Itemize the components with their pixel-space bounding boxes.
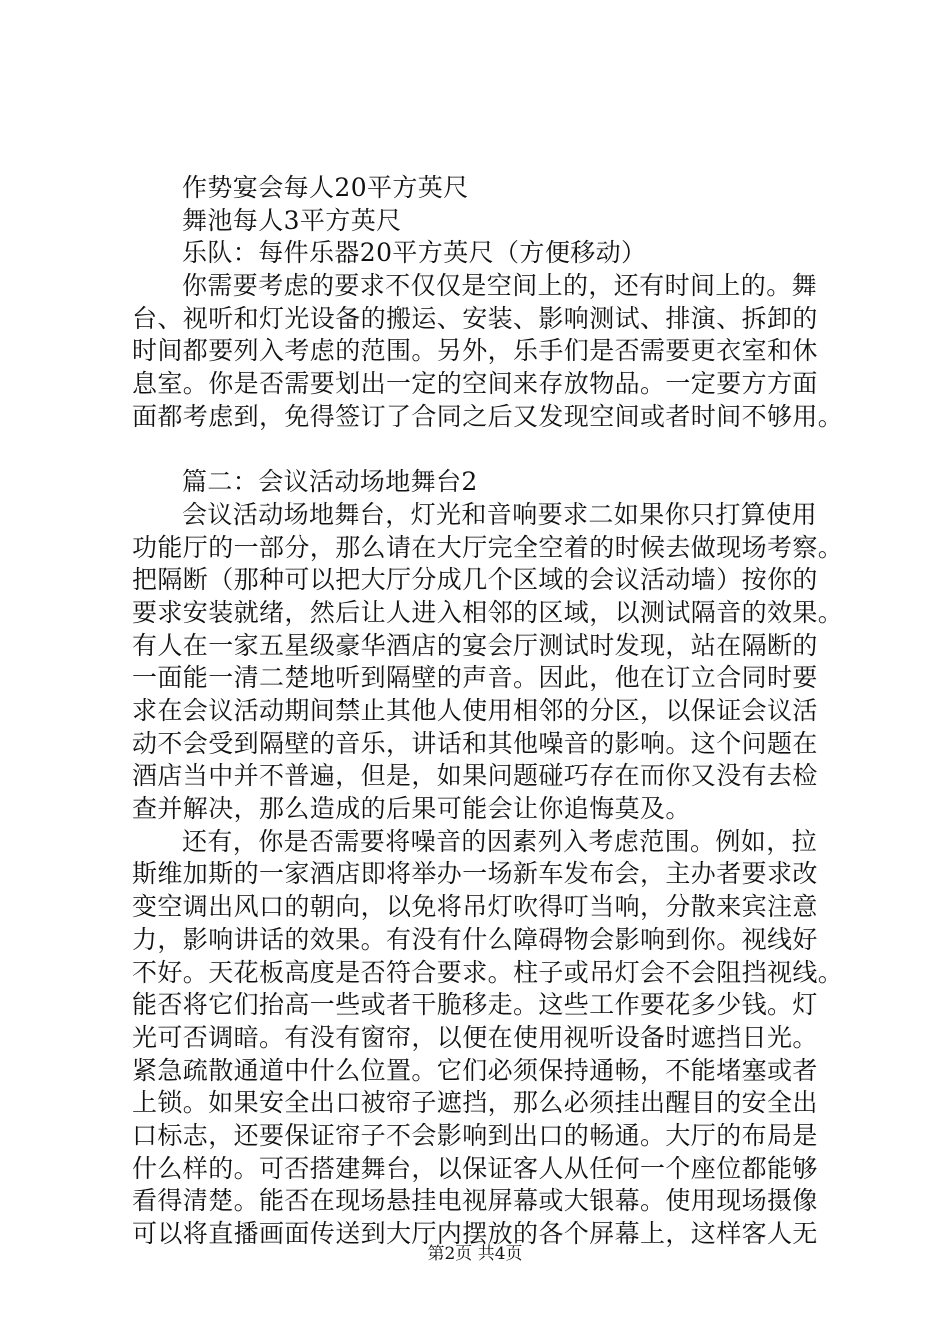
text-line: 可以将直播画面传送到大厅内摆放的各个屏幕上，这样客人无 [132, 1219, 818, 1248]
text-line: 一面能一清二楚地听到隔壁的声音。因此，他在订立合同时要 [132, 663, 818, 693]
page-number-footer: 第2页 共4页 [427, 1244, 523, 1264]
text-line: 口标志，还要保证帘子不会影响到出口的畅通。大厅的布局是 [132, 1120, 818, 1150]
section-title: 篇二：会议活动场地舞台2 [182, 467, 478, 497]
text-line: 紧急疏散通道中什么位置。它们必须保持通畅，不能堵塞或者 [132, 1055, 818, 1085]
text-line: 求在会议活动期间禁止其他人使用相邻的分区，以保证会议活 [132, 696, 818, 725]
text-line: 还有，你是否需要将噪音的因素列入考虑范围。例如，拉 [182, 826, 818, 856]
text-line: 动不会受到隔壁的音乐，讲话和其他噪音的影响。这个问题在 [132, 728, 818, 758]
paragraph [132, 270, 844, 433]
text-line: 力，影响讲话的效果。有没有什么障碍物会影响到你。视线好 [132, 924, 818, 954]
blank-line [132, 434, 832, 467]
text-line: 上锁。如果安全出口被帘子遮挡，那么必须挂出醒目的安全出 [132, 1088, 818, 1118]
text-line: 你需要考虑的要求不仅仅是空间上的，还有时间上的。舞 [182, 271, 818, 301]
text-line: 查并解决，那么造成的后果可能会让你追悔莫及。 [132, 794, 691, 824]
text-line: 作势宴会每人20平方英尺 [182, 173, 469, 202]
text-line: 把隔断（那种可以把大厅分成几个区域的会议活动墙）按你的 [132, 565, 818, 595]
text-line: 乐队：每件乐器20平方英尺（方便移动） [182, 238, 647, 268]
text-line: 要求安装就绪，然后让人进入相邻的区域，以测试隔音的效果。 [132, 597, 844, 627]
text-line: 会议活动场地舞台，灯光和音响要求二如果你只打算使用 [182, 499, 818, 529]
text-line: 酒店当中并不普遍，但是，如果问题碰巧存在而你又没有去检 [132, 761, 818, 791]
text-line: 时间都要列入考虑的范围。另外，乐手们是否需要更衣室和休 [132, 336, 818, 366]
text-line: 有人在一家五星级豪华酒店的宴会厅测试时发现，站在隔断的 [132, 630, 818, 660]
text-line: 息室。你是否需要划出一定的空间来存放物品。一定要方方面 [132, 369, 818, 399]
text-line: 什么样的。可否搭建舞台，以保证客人从任何一个座位都能够 [132, 1153, 818, 1183]
text-line: 舞池每人3平方英尺 [182, 205, 402, 235]
document-body [132, 172, 844, 1251]
text-line: 能否将它们抬高一些或者干脆移走。这些工作要花多少钱。灯 [132, 990, 818, 1020]
text-line: 功能厅的一部分，那么请在大厅完全空着的时候去做现场考察。 [132, 532, 844, 562]
text-line: 光可否调暗。有没有窗帘，以便在使用视听设备时遮挡日光。 [132, 1022, 818, 1052]
paragraph [132, 499, 844, 826]
text-line: 看得清楚。能否在现场悬挂电视屏幕或大银幕。使用现场摄像 [132, 1186, 818, 1216]
text-line: 面都考虑到，免得签订了合同之后又发现空间或者时间不够用。 [132, 401, 844, 431]
text-line: 台、视听和灯光设备的搬运、安装、影响测试、排演、拆卸的 [132, 303, 818, 333]
text-line: 变空调出风口的朝向，以免将吊灯吹得叮当响，分散来宾注意 [132, 892, 818, 922]
paragraph [132, 826, 844, 1251]
text-line: 不好。天花板高度是否符合要求。柱子或吊灯会不会阻挡视线。 [132, 957, 844, 987]
text-line: 斯维加斯的一家酒店即将举办一场新车发布会，主办者要求改 [132, 859, 818, 889]
